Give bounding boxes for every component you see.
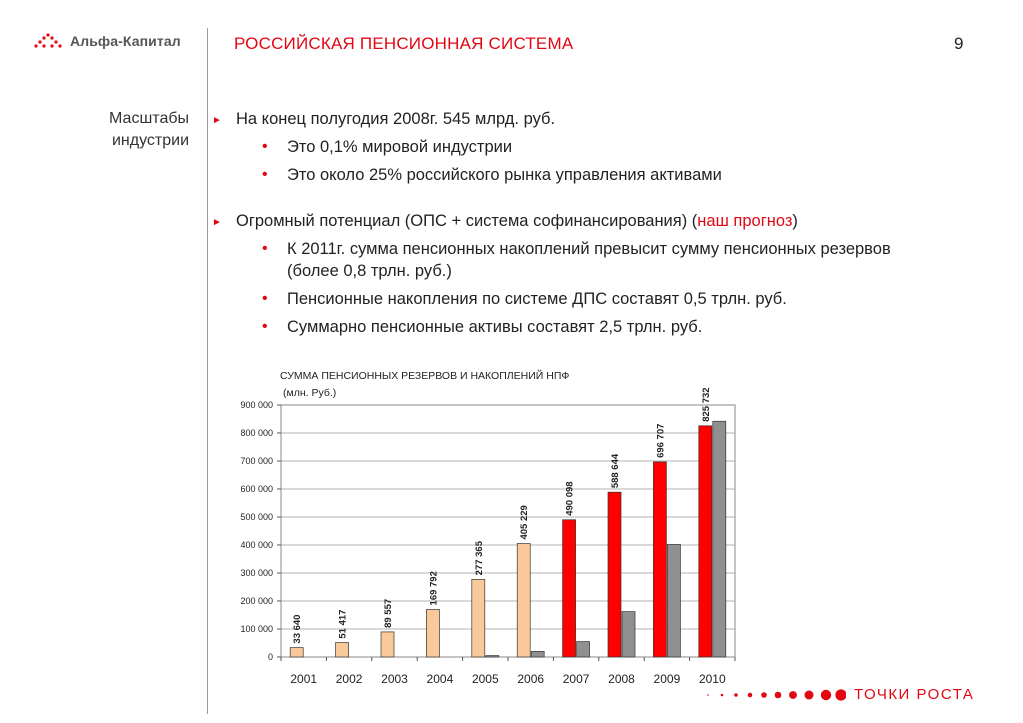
data-label: 825 732 [700, 387, 712, 422]
data-label: 405 229 [519, 505, 531, 540]
bar-savings [713, 421, 726, 657]
x-tick-label: 2005 [471, 672, 499, 686]
page-title: РОССИЙСКАЯ ПЕНСИОННАЯ СИСТЕМА [234, 34, 574, 53]
dot-bullet-icon: • [262, 166, 268, 183]
plot-area [281, 405, 735, 657]
bar-savings [667, 544, 680, 657]
x-tick-label: 2010 [698, 672, 726, 686]
bullet-1-sub-2-text: Это около 25% российского рынка управления активами [287, 166, 722, 184]
y-tick-label: 600 000 [240, 484, 273, 494]
bar-reserves [426, 609, 439, 657]
data-label: 696 707 [655, 423, 667, 458]
bar-savings [622, 612, 635, 657]
triangle-bullet-icon: ► [212, 115, 222, 126]
dot-bullet-icon: • [262, 138, 268, 155]
x-tick-label: 2006 [517, 672, 545, 686]
bar-reserves [290, 648, 303, 657]
dot-bullet-icon: • [262, 318, 268, 335]
dot-bullet-icon: • [262, 290, 268, 307]
y-tick-label: 700 000 [240, 456, 273, 466]
y-tick-label: 300 000 [240, 568, 273, 578]
x-tick-label: 2007 [562, 672, 590, 686]
bar-reserves [608, 492, 621, 657]
bullet-2-sub-1-text: К 2011г. сумма пенсионных накоплений превысит сумму пенсионных резервов (более 0,8 трлн. руб.) [287, 240, 891, 280]
bar-reserves [699, 426, 712, 657]
x-tick-label: 2003 [381, 672, 408, 686]
bar-reserves [563, 520, 576, 657]
section-label-line2: индустрии [111, 132, 189, 149]
data-label: 51 417 [337, 609, 349, 639]
page-number: 9 [954, 34, 964, 53]
data-label: 277 365 [473, 540, 485, 576]
y-tick-label: 400 000 [240, 540, 273, 550]
bar-reserves [381, 632, 394, 657]
logo-text: Альфа-Капитал [70, 33, 181, 49]
x-tick-label: 2009 [653, 672, 681, 686]
x-tick-label: 2002 [335, 672, 363, 686]
data-label: 33 640 [292, 614, 304, 644]
y-tick-label: 500 000 [240, 512, 273, 522]
data-label: 169 792 [428, 571, 440, 606]
bullet-1-text: На конец полугодия 2008г. 545 млрд. руб. [236, 110, 556, 128]
tagline-text: ТОЧКИ РОСТА [854, 686, 975, 703]
x-tick-label: 2004 [426, 672, 454, 686]
bullet-2-sub-3-text: Суммарно пенсионные активы составят 2,5 трлн. руб. [287, 318, 703, 336]
data-label: 490 098 [564, 481, 576, 516]
bullet-2-sub-2-text: Пенсионные накопления по системе ДПС составят 0,5 трлн. руб. [287, 290, 787, 308]
y-tick-label: 200 000 [240, 596, 273, 606]
tagline [706, 686, 974, 703]
y-tick-label: 0 [267, 652, 273, 662]
bar-reserves [517, 544, 530, 657]
bullet-1-sub-1-text: Это 0,1% мировой индустрии [287, 138, 513, 156]
bullet-2-text-part1: Огромный потенциал (ОПС + система софинансирования) ( [236, 212, 698, 230]
growth-dots-icon [706, 688, 846, 702]
x-tick-label: 2001 [290, 672, 318, 686]
dot-bullet-icon: • [262, 240, 268, 257]
y-tick-label: 900 000 [240, 400, 273, 410]
y-tick-label: 800 000 [240, 428, 273, 438]
bar-reserves [472, 579, 485, 657]
y-tick-label: 100 000 [240, 624, 273, 634]
bar-reserves [653, 462, 666, 657]
triangle-bullet-icon: ► [212, 217, 222, 228]
x-tick-label: 2008 [608, 672, 635, 686]
bar-savings [531, 651, 544, 657]
bar-savings [486, 656, 499, 657]
data-label: 588 644 [610, 453, 621, 489]
section-label-line1: Масштабы [109, 110, 189, 127]
bar-savings [577, 642, 590, 657]
bar-reserves [336, 643, 349, 657]
data-label: 89 557 [383, 598, 394, 628]
forecast-highlight: наш прогноз [697, 212, 793, 230]
chart-title: СУММА ПЕНСИОННЫХ РЕЗЕРВОВ И НАКОПЛЕНИЙ НПФ [280, 370, 570, 382]
bullet-2-text-part2: ) [792, 212, 798, 230]
chart-subtitle: (млн. Руб.) [283, 387, 337, 399]
